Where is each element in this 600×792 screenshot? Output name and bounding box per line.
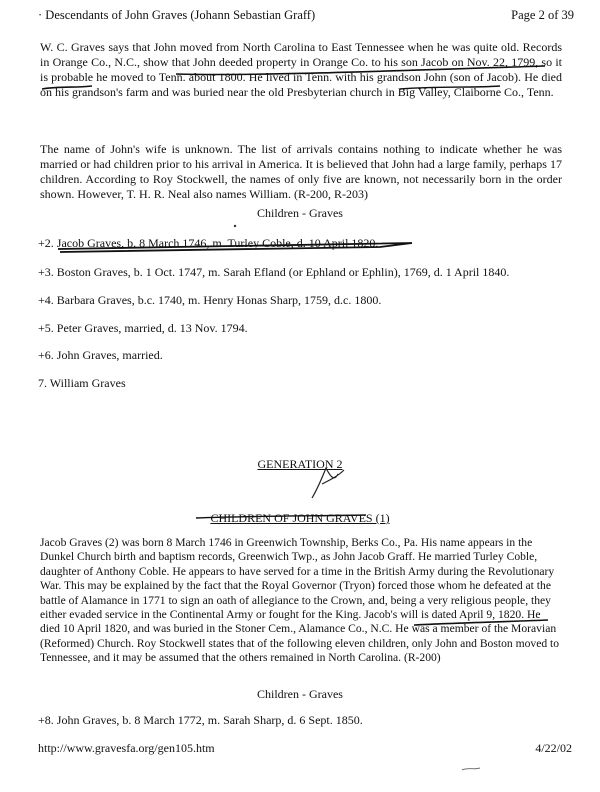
generation-subheading: CHILDREN OF JOHN GRAVES (1) (210, 511, 390, 525)
generation-heading: GENERATION 2 (257, 457, 343, 471)
footer-date: 4/22/02 (535, 741, 572, 755)
list-item: +8. John Graves, b. 8 March 1772, m. Sarah Sharp, d. 6 Sept. 1850. (38, 713, 363, 727)
list-item: +4. Barbara Graves, b.c. 1740, m. Henry Honas Sharp, 1759, d.c. 1800. (38, 293, 382, 307)
footer-url: http://www.gravesfa.org/gen105.htm (38, 741, 215, 755)
list-item: +6. John Graves, married. (38, 348, 163, 362)
stray-dot (234, 225, 236, 227)
paragraph-wife-unknown: The name of John's wife is unknown. The list of arrivals contains nothing to indicate whether he was married or had children prior to his arrival in America. It is believed that John had a large family, perhaps 17 children. According to Roy Stockwell, the names of only five are known, not necessarily born in the order shown. However, T. H. R. Neal also names William. (R-200, R-203) (40, 142, 562, 201)
list-item: +5. Peter Graves, married, d. 13 Nov. 1794. (38, 321, 248, 335)
list-item: 7. William Graves (38, 376, 126, 390)
paragraph-john-moved: W. C. Graves says that John moved from North Carolina to East Tennessee when he was quite old. Records in Orange Co., N.C., show that John deeded property in Orange Co. to his son Jacob on Nov. 22, 1799, so it is probable he moved to Tenn. about 1800. He lived in Tenn. with his grandson John (son of Jacob). He died on his grandson's farm and was buried near the old Presbyterian church in Big Valley, Claiborne Co., Tenn. (40, 40, 562, 99)
children-heading-1: Children - Graves (257, 206, 343, 220)
list-item: +3. Boston Graves, b. 1 Oct. 1747, m. Sarah Efland (or Ephland or Ephlin), 1769, d. 1 April 1840. (38, 265, 510, 279)
list-item: +2. Jacob Graves, b. 8 March 1746, m. Turley Coble, d. 10 April 1820. (38, 236, 379, 250)
children-heading-2: Children - Graves (257, 687, 343, 701)
stray-mark (462, 768, 480, 770)
signature-scribble (312, 468, 344, 498)
document-title: · Descendants of John Graves (Johann Sebastian Graff) (38, 8, 316, 22)
page-number: Page 2 of 39 (511, 8, 574, 22)
bullet-mark: · (38, 8, 46, 22)
paragraph-jacob-graves: Jacob Graves (2) was born 8 March 1746 in Greenwich Township, Berks Co., Pa. His name appears in the Dunkel Church birth and baptism records, Greenwich Twp., as John Jacob Graff. He married Turley Coble, daughter of Anthony Coble. He appears to have served for a time in the British Army during the Revolutionary War. This may be explained by the fact that the Royal Governor (Tryon) forced those whom he defeated at the battle of Alamance in 1771 to sign an oath of allegiance to the Crown, and, being a very religious people, they either evaded service in the Continental Army or fought for the King. Jacob's will is dated April 9, 1820. He died 10 April 1820, and was buried in the Stoner Cem., Alamance Co., N.C. He was a member of the Moravian (Reformed) Church. Roy Stockwell states that of the following eleven children, only John and Boston moved to Tennessee, and it may be assumed that the others remained in North Carolina. (R-200) (40, 536, 560, 665)
